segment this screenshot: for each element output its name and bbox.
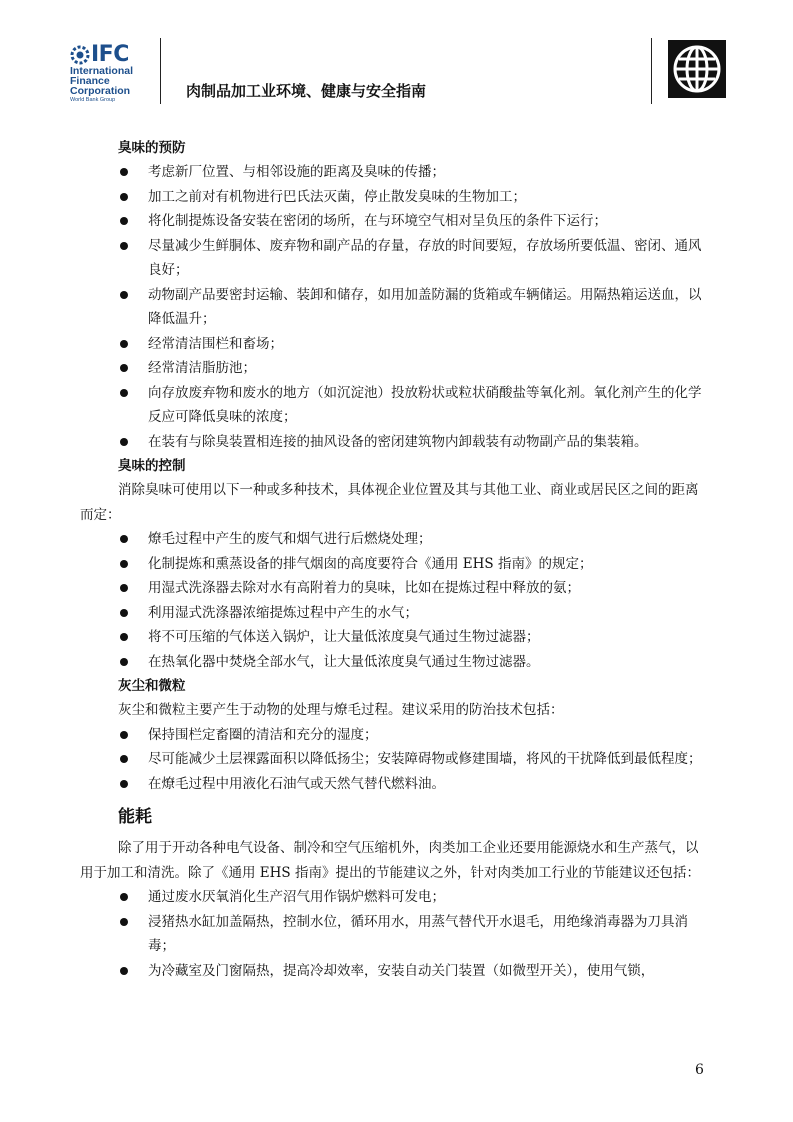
- dust-list: [118, 723, 708, 797]
- list-item: 尽可能减少土层裸露面积以降低扬尘；安装障碍物或修建围墙，将风的干扰降低到最低程度；: [118, 747, 708, 772]
- ifc-globe-icon: [70, 45, 90, 65]
- header-divider-left: [160, 38, 161, 104]
- list-item: 浸猪热水缸加盖隔热，控制水位，循环用水，用蒸气替代开水退毛，用绝缘消毒器为刀具消毒；: [118, 910, 708, 959]
- list-item: 化制提炼和熏蒸设备的排气烟囱的高度要符合《通用 EHS 指南》的规定；: [118, 552, 708, 577]
- list-item: 通过废水厌氧消化生产沼气用作锅炉燃料可发电；: [118, 885, 708, 910]
- energy-intro: 除了用于开动各种电气设备、制冷和空气压缩机外，肉类加工企业还要用能源烧水和生产蒸气，以用于加工和清洗。除了《通用 EHS 指南》提出的节能建议之外，针对肉类加工行业的节能建议还包括：: [80, 840, 700, 881]
- list-item: 保持围栏定畜圈的清洁和充分的湿度；: [118, 723, 708, 748]
- ifc-logo-line3: Corporation: [70, 85, 131, 97]
- energy-list: [118, 885, 708, 983]
- header-divider-right: [651, 38, 652, 104]
- page-title: 肉制品加工业环境、健康与安全指南: [186, 82, 427, 100]
- list-item: 尽量减少生鲜胴体、废弃物和副产品的存量，存放的时间要短，存放场所要低温、密闭、通风良好；: [118, 234, 708, 283]
- ifc-logo: [70, 44, 150, 104]
- page-content: [80, 136, 708, 983]
- ifc-logo-line2: Finance: [70, 75, 110, 87]
- list-item: 加工之前对有机物进行巴氏法灭菌，停止散发臭味的生物加工；: [118, 185, 708, 210]
- list-item: 在热氧化器中焚烧全部水气，让大量低浓度臭气通过生物过滤器。: [118, 650, 708, 675]
- list-item: 为冷藏室及门窗隔热，提高冷却效率，安装自动关门装置（如微型开关），使用气锁，: [118, 959, 708, 984]
- ifc-logo-tagline: World Bank Group: [70, 97, 116, 103]
- page-number: 6: [695, 1062, 704, 1078]
- ifc-logo-line1: International: [70, 65, 134, 77]
- list-item: 动物副产品要密封运输、装卸和储存，如用加盖防漏的货箱或车辆储运。用隔热箱运送血，以降低温升；: [118, 283, 708, 332]
- odor-control-heading: 臭味的控制: [118, 458, 186, 474]
- dust-intro: 灰尘和微粒主要产生于动物的处理与燎毛过程。建议采用的防治技术包括：: [118, 702, 564, 718]
- odor-prevention-heading: 臭味的预防: [118, 140, 186, 156]
- dust-heading: 灰尘和微粒: [118, 678, 186, 694]
- list-item: 经常清洁脂肪池；: [118, 356, 708, 381]
- list-item: 将化制提炼设备安装在密闭的场所，在与环境空气相对呈负压的条件下运行；: [118, 209, 708, 234]
- list-item: 在装有与除臭装置相连接的抽风设备的密闭建筑物内卸载装有动物副产品的集装箱。: [118, 430, 708, 455]
- list-item: 向存放废弃物和废水的地方（如沉淀池）投放粉状或粒状硝酸盐等氧化剂。氧化剂产生的化学反应可降低臭味的浓度；: [118, 381, 708, 430]
- list-item: 考虑新厂位置、与相邻设施的距离及臭味的传播；: [118, 160, 708, 185]
- list-item: 经常清洁围栏和畜场；: [118, 332, 708, 357]
- odor-control-intro: 消除臭味可使用以下一种或多种技术，具体视企业位置及其与其他工业、商业或居民区之间的距离而定：: [80, 482, 699, 523]
- list-item: 利用湿式洗涤器浓缩提炼过程中产生的水气；: [118, 601, 708, 626]
- ifc-logo-big: IFC: [91, 42, 129, 67]
- globe-icon: [668, 40, 726, 98]
- list-item: 将不可压缩的气体送入锅炉，让大量低浓度臭气通过生物过滤器；: [118, 625, 708, 650]
- list-item: 在燎毛过程中用液化石油气或天然气替代燃料油。: [118, 772, 708, 797]
- list-item: 燎毛过程中产生的废气和烟气进行后燃烧处理；: [118, 527, 708, 552]
- odor-control-list: [118, 527, 708, 674]
- page-header: [0, 0, 793, 110]
- energy-heading: 能耗: [118, 807, 152, 827]
- list-item: 用湿式洗涤器去除对水有高附着力的臭味，比如在提炼过程中释放的氨；: [118, 576, 708, 601]
- odor-prevention-list: [118, 160, 708, 454]
